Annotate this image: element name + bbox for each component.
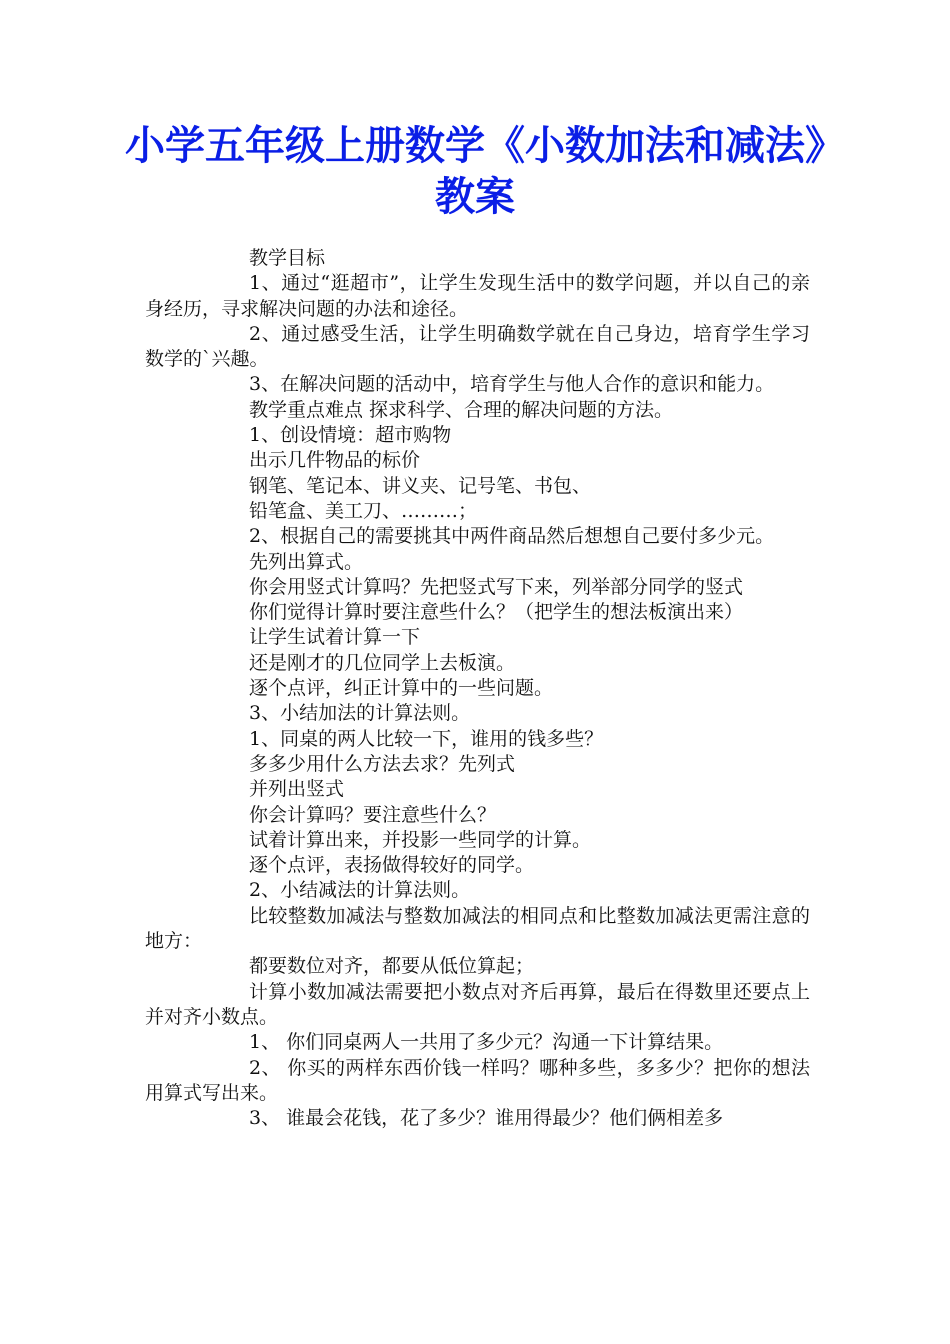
paragraph: 让学生试着计算一下 bbox=[249, 626, 421, 649]
paragraph: 先列出算式。 bbox=[249, 550, 364, 573]
paragraph: 逐个点评，表扬做得较好的同学。 bbox=[249, 854, 535, 877]
paragraph: 2、根据自己的需要挑其中两件商品然后想想自己要付多少元。 bbox=[249, 525, 775, 548]
paragraph: 1、创设情境：超市购物 bbox=[249, 424, 452, 447]
paragraph: 还是刚才的几位同学上去板演。 bbox=[249, 651, 516, 674]
document-body bbox=[145, 246, 810, 1131]
paragraph: 多多少用什么方法去求？先列式 bbox=[249, 752, 516, 775]
paragraph: 并列出竖式 bbox=[249, 778, 345, 801]
paragraph: 钢笔、笔记本、讲义夹、记号笔、书包、 bbox=[249, 474, 592, 497]
paragraph: 比较整数加减法与整数加减法的相同点和比整数加减法更需注意的地方： bbox=[145, 904, 810, 953]
paragraph: 教学目标 bbox=[249, 247, 326, 269]
document-title: 小学五年级上册数学《小数加法和减法》教案 bbox=[125, 122, 825, 220]
paragraph: 逐个点评，纠正计算中的一些问题。 bbox=[249, 677, 554, 700]
paragraph: 你会计算吗？要注意些什么？ bbox=[249, 803, 497, 826]
paragraph: 3、 谁最会花钱，花了多少？谁用得最少？他们俩相差多 bbox=[249, 1107, 724, 1130]
paragraph: 2、小结减法的计算法则。 bbox=[249, 879, 471, 902]
paragraph: 1、 你们同桌两人一共用了多少元？沟通一下计算结果。 bbox=[249, 1031, 724, 1054]
paragraph: 1、同桌的两人比较一下，谁用的钱多些？ bbox=[249, 727, 604, 750]
paragraph: 计算小数加减法需要把小数点对齐后再算，最后在得数里还要点上并对齐小数点。 bbox=[145, 980, 810, 1028]
paragraph: 试着计算出来，并投影一些同学的计算。 bbox=[249, 828, 592, 851]
paragraph: 你会用竖式计算吗？先把竖式写下来，列举部分同学的竖式 bbox=[249, 575, 744, 598]
paragraph: 出示几件物品的标价 bbox=[249, 449, 421, 472]
paragraph: 教学重点难点 探求科学、合理的解决问题的方法。 bbox=[249, 398, 674, 421]
paragraph: 2、通过感受生活，让学生明确数学就在自己身边，培育学生学习数学的`兴趣。 bbox=[145, 322, 810, 371]
paragraph: 都要数位对齐，都要从低位算起； bbox=[249, 955, 535, 978]
paragraph: 铅笔盒、美工刀、………； bbox=[249, 499, 478, 522]
paragraph: 3、在解决问题的活动中，培育学生与他人合作的意识和能力。 bbox=[249, 373, 775, 396]
paragraph: 你们觉得计算时要注意些什么？（把学生的想法板演出来） bbox=[249, 601, 744, 624]
paragraph: 1、通过“逛超市”，让学生发现生活中的数学问题，并以自己的亲身经历，寻求解决问题的办法和途径。 bbox=[145, 272, 810, 320]
paragraph: 2、 你买的两样东西价钱一样吗？哪种多些，多多少？把你的想法用算式写出来。 bbox=[145, 1056, 810, 1104]
paragraph: 3、小结加法的计算法则。 bbox=[249, 702, 471, 725]
